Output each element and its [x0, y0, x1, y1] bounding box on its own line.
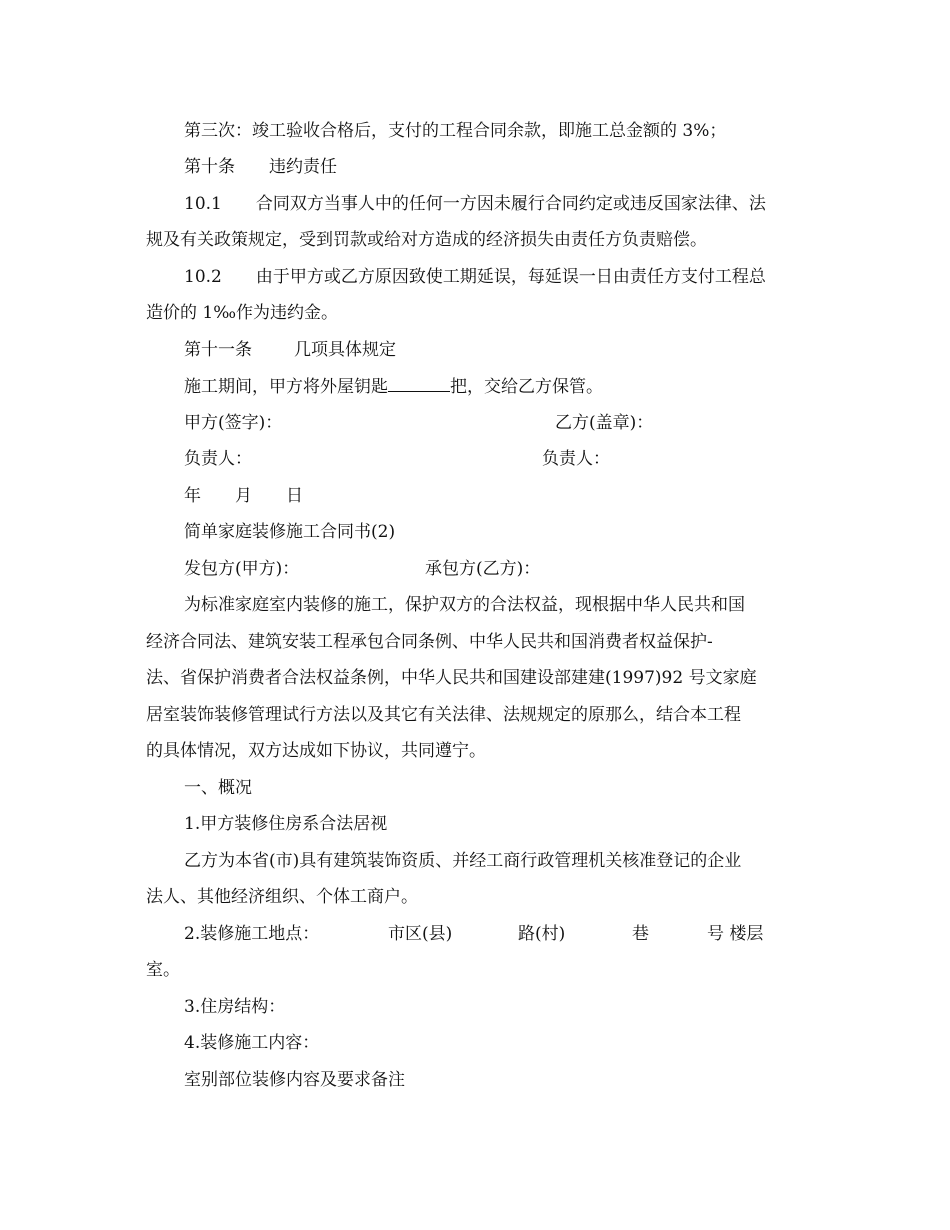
clause-10-2-line-1: 10.2 由于甲方或乙方原因致使工期延误，每延误一日由责任方支付工程总	[184, 267, 766, 287]
item-4-content: 4.装修施工内容：	[184, 1033, 320, 1053]
paragraph-third-payment: 第三次：竣工验收合格后，支付的工程合同余款，即施工总金额的 3%；	[184, 121, 727, 141]
preamble-line-5: 的具体情况，双方达成如下协议，共同遵宁。	[146, 741, 486, 761]
address-district: 市区(县)	[388, 924, 453, 944]
item-2-address-label: 2.装修施工地点：	[184, 924, 320, 944]
section-1-heading: 一、概况	[184, 778, 252, 798]
party-b-qualification-line-1: 乙方为本省(市)具有建筑装饰资质、并经工商行政管理机关核准登记的企业	[184, 851, 742, 871]
contractor-b-label: 承包方(乙方)：	[425, 559, 541, 579]
party-b-seal-label: 乙方(盖章)：	[555, 413, 654, 433]
party-b-person-label: 负责人：	[542, 449, 610, 469]
key-handover-line: 施工期间，甲方将外屋钥匙 把，交给乙方保管。	[184, 377, 603, 397]
clause-10-1-line-2: 规及有关政策规定，受到罚款或给对方造成的经济损失由责任方负责赔偿。	[146, 230, 707, 250]
date-line: 年 月 日	[184, 486, 303, 506]
preamble-line-4: 居室装饰装修管理试行方法以及其它有关法律、法规规定的原那么，结合本工程	[146, 705, 741, 725]
clause-10-2-line-2: 造价的 1‰作为违约金。	[146, 303, 339, 323]
clause-10-1-line-1: 10.1 合同双方当事人中的任何一方因未履行合同约定或违反国家法律、法	[184, 194, 766, 214]
address-road: 路(村)	[518, 924, 566, 944]
table-header-line: 室别部位装修内容及要求备注	[184, 1070, 405, 1090]
party-a-person-label: 负责人：	[184, 449, 252, 469]
item-1-line: 1.甲方装修住房系合法居视	[184, 814, 388, 834]
contract-title-2: 简单家庭装修施工合同书(2)	[184, 522, 396, 542]
party-a-signature-label: 甲方(签字)：	[184, 413, 283, 433]
address-number-floor: 号 楼层	[707, 924, 764, 944]
article-11-heading: 第十一条 几项具体规定	[184, 340, 396, 360]
article-10-heading: 第十条 违约责任	[184, 157, 337, 177]
item-3-structure: 3.住房结构：	[184, 997, 286, 1017]
preamble-line-3: 法、省保护消费者合法权益条例，中华人民共和国建设部建建(1997)92 号文家庭	[146, 668, 757, 688]
key-count-blank	[388, 375, 450, 392]
preamble-line-2: 经济合同法、建筑安装工程承包合同条例、中华人民共和国消费者权益保护-	[146, 632, 713, 652]
address-lane: 巷	[632, 924, 649, 944]
preamble-line-1: 为标准家庭室内装修的施工，保护双方的合法权益，现根据中华人民共和国	[184, 595, 745, 615]
address-room: 室。	[146, 960, 180, 980]
contractor-a-label: 发包方(甲方)：	[184, 559, 300, 579]
party-b-qualification-line-2: 法人、其他经济组织、个体工商户。	[146, 887, 418, 907]
